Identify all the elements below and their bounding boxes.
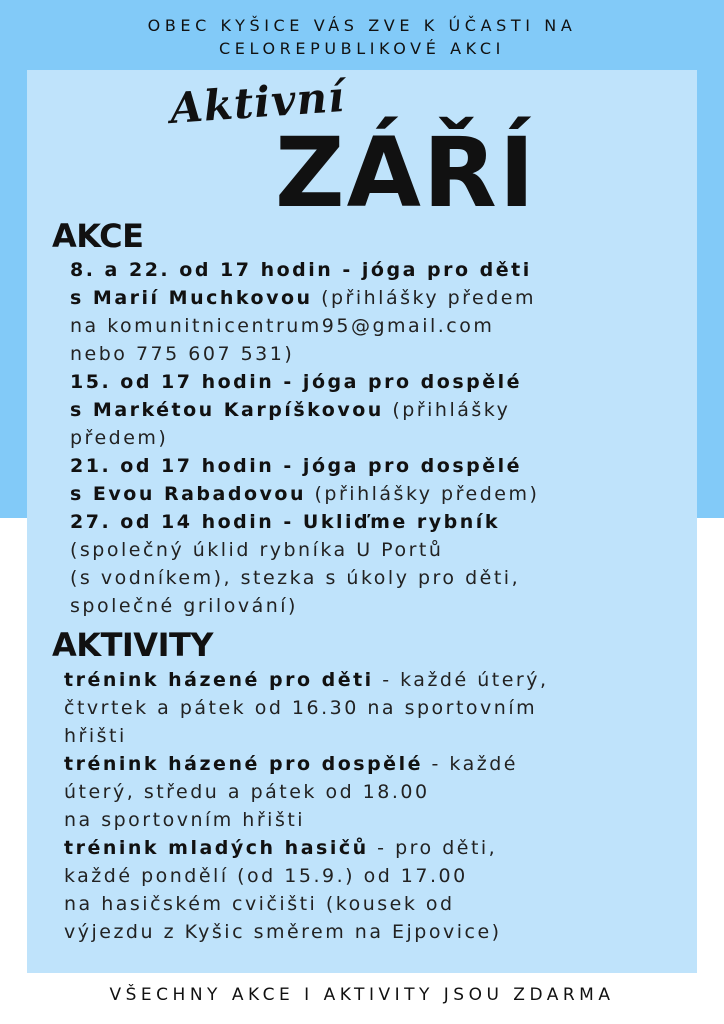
akce-line: 15. od 17 hodin - jóga pro dospělé — [70, 371, 523, 393]
title-main: ZÁŘÍ — [275, 117, 537, 229]
aktivity-line: úterý, středu a pátek od 18.00 — [64, 781, 430, 803]
aktivity-line: na sportovním hřišti — [64, 809, 306, 831]
header-line-1: OBEC KYŠICE VÁS ZVE K ÚČASTI NA — [147, 16, 577, 35]
akce-heading: AKCE — [52, 217, 144, 255]
akce-list — [70, 256, 690, 620]
aktivity-line: na hasičském cvičišti (kousek od — [64, 893, 455, 915]
aktivity-line: hřišti — [64, 725, 127, 747]
aktivity-line: trénink házené pro děti - každé úterý, — [64, 669, 549, 691]
akce-line: s Marií Muchkovou (přihlášky předem — [70, 287, 537, 309]
aktivity-list — [64, 666, 690, 946]
akce-line: 8. a 22. od 17 hodin - jóga pro děti — [70, 259, 532, 281]
akce-line: (společný úklid rybníka U Portů — [70, 539, 444, 561]
aktivity-line: každé pondělí (od 15.9.) od 17.00 — [64, 865, 468, 887]
footer-free-note: VŠECHNY AKCE I AKTIVITY JSOU ZDARMA — [109, 985, 615, 1005]
header-line-2: CELOREPUBLIKOVÉ AKCI — [219, 39, 505, 58]
aktivity-line: trénink mladých hasičů - pro děti, — [64, 837, 498, 859]
akce-line: 27. od 14 hodin - Ukliďme rybník — [70, 511, 500, 533]
akce-line: předem) — [70, 427, 169, 449]
aktivity-line: výjezdu z Kyšic směrem na Ejpovice) — [64, 921, 502, 943]
akce-line: s Evou Rabadovou (přihlášky předem) — [70, 483, 540, 505]
akce-line: společné grilování) — [70, 595, 298, 617]
akce-line: (s vodníkem), stezka s úkoly pro děti, — [70, 567, 521, 589]
akce-line: na komunitnicentrum95@gmail.com — [70, 315, 495, 337]
title-script: Aktivní — [168, 71, 347, 133]
akce-line: nebo 775 607 531) — [70, 343, 295, 365]
header-invitation — [0, 14, 724, 60]
aktivity-line: trénink házené pro dospělé - každé — [64, 753, 518, 775]
aktivity-heading: AKTIVITY — [52, 626, 213, 664]
akce-line: 21. od 17 hodin - jóga pro dospělé — [70, 455, 523, 477]
aktivity-line: čtvrtek a pátek od 16.30 na sportovním — [64, 697, 538, 719]
akce-line: s Markétou Karpíškovou (přihlášky — [70, 399, 511, 421]
